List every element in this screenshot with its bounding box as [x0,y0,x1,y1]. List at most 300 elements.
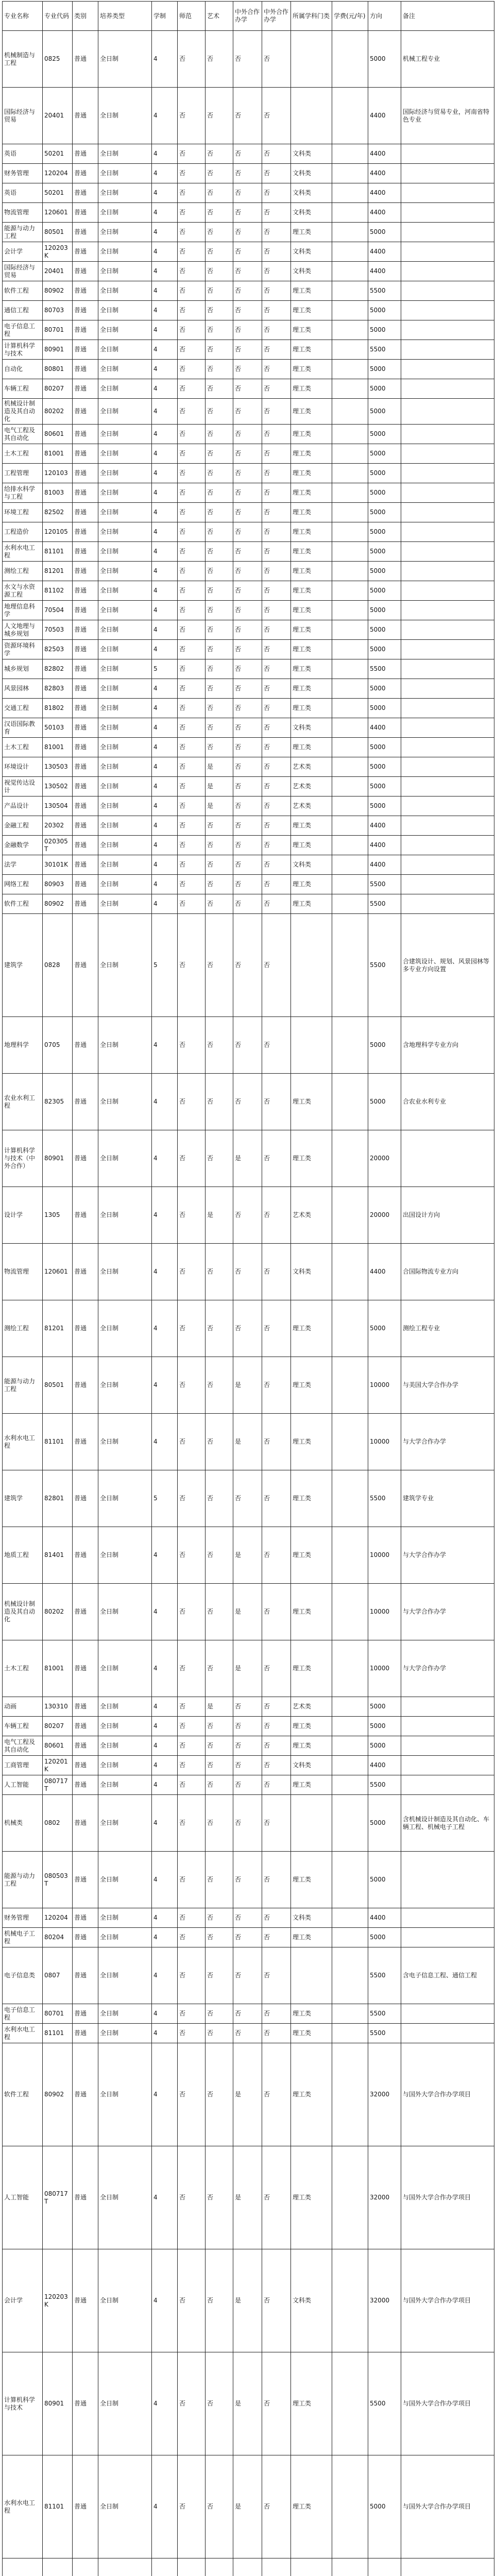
table-cell: 否 [233,379,262,399]
table-cell: 否 [233,301,262,320]
table-row [3,2249,494,2352]
table-cell: 0802 [43,1795,73,1852]
table-cell: 全日制 [98,1852,152,1908]
table-cell: 全日制 [98,144,152,164]
table-row [3,679,494,699]
table-cell [332,1852,368,1908]
table-cell [332,836,368,855]
table-cell: 理工类 [291,620,332,640]
table-cell: 否 [206,144,233,164]
table-cell: 81001 [43,444,73,464]
table-cell [401,301,494,320]
table-cell: 10000 [368,1527,401,1584]
table-cell: 否 [206,301,233,320]
table-cell: 普通 [73,399,98,425]
table-cell: 否 [262,1414,291,1470]
table-cell: 否 [178,2146,206,2249]
table-cell: 否 [233,320,262,340]
table-cell: 5000 [368,360,401,379]
table-cell: 80901 [43,340,73,360]
table-cell: 5000 [368,1928,401,1947]
table-cell: 4 [152,757,178,777]
table-cell: 否 [262,88,291,144]
table-cell: 否 [178,1795,206,1852]
table-cell: 否 [262,31,291,88]
table-cell [332,2558,368,2576]
header-cell: 中外合作办学 [262,2,291,31]
table-cell: 4 [152,1584,178,1640]
table-cell: 130502 [43,777,73,796]
table-cell: 否 [178,1130,206,1187]
table-cell [332,1795,368,1852]
table-cell [401,203,494,223]
table-cell: 理工类 [291,601,332,620]
table-cell: 文科类 [291,1756,332,1775]
table-cell [332,2455,368,2558]
table-cell: 文科类 [291,242,332,262]
table-cell [332,816,368,836]
table-cell: 否 [206,875,233,894]
table-row [3,262,494,281]
table-cell: 水文与水资源工程 [3,581,43,601]
table-cell: 4 [152,640,178,659]
table-cell: 普通 [73,1795,98,1852]
table-cell: 电气工程及其自动化 [3,425,43,444]
table-cell [332,379,368,399]
table-cell: 全日制 [98,2249,152,2352]
table-cell: 工程造价 [3,522,43,542]
table-cell: 普通 [73,31,98,88]
table-cell: 4 [152,1908,178,1928]
table-cell: 全日制 [98,2352,152,2455]
table-row [3,777,494,796]
table-cell: 工程管理 [3,464,43,483]
table-cell: 4 [152,483,178,503]
table-cell: 82802 [43,659,73,679]
table-cell: 81101 [43,2024,73,2043]
table-cell: 普通 [73,777,98,796]
table-row [3,144,494,164]
table-cell: 4 [152,503,178,522]
table-cell: 否 [206,816,233,836]
table-cell: 与大学合作办学 [401,1527,494,1584]
table-cell: 5000 [368,542,401,562]
table-cell: 80902 [43,281,73,301]
table-cell: 4 [152,425,178,444]
table-cell: 否 [178,679,206,699]
table-cell: 全日制 [98,503,152,522]
table-cell [401,522,494,542]
table-cell: 否 [233,144,262,164]
table-cell [401,262,494,281]
table-cell: 合建筑设计、规划、风景园林等多专业方向设置 [401,914,494,1017]
table-cell: 否 [178,699,206,718]
table-cell: 全日制 [98,1947,152,2004]
table-cell: 130504 [43,796,73,816]
table-cell: 否 [233,699,262,718]
table-cell: 艺术类 [291,796,332,816]
table-cell: 否 [206,2043,233,2146]
table-cell: 4 [152,738,178,757]
table-cell: 否 [233,640,262,659]
table-cell: 土木工程 [3,444,43,464]
table-cell: 否 [206,1775,233,1795]
table-cell: 否 [206,281,233,301]
table-cell: 4 [152,31,178,88]
table-cell: 020305T [43,836,73,855]
table-cell: 否 [233,1697,262,1717]
table-cell [401,2024,494,2043]
table-cell: 080717T [43,1775,73,1795]
table-cell: 法学 [3,855,43,875]
table-cell: 5000 [368,522,401,542]
table-cell: 否 [206,659,233,679]
table-cell: 计算机科学与技术 [3,2352,43,2455]
table-cell: 否 [206,164,233,183]
table-cell: 出国设计方向 [401,1187,494,1244]
table-cell: 理工类 [291,2455,332,2558]
table-row [3,640,494,659]
table-cell: 否 [262,444,291,464]
table-cell [401,542,494,562]
table-cell: 4 [152,1017,178,1074]
table-cell: 4 [152,699,178,718]
table-cell: 4 [152,1852,178,1908]
table-cell [332,1017,368,1074]
table-cell: 普通 [73,262,98,281]
table-cell: 文科类 [291,1244,332,1300]
table-cell: 4 [152,1527,178,1584]
table-cell [332,659,368,679]
table-cell: 5000 [368,1795,401,1852]
table-cell: 全日制 [98,399,152,425]
table-cell [332,1244,368,1300]
table-row [3,1187,494,1244]
table-cell [332,679,368,699]
table-cell [332,31,368,88]
table-row [3,738,494,757]
table-cell [332,1074,368,1130]
table-cell: 5000 [368,223,401,242]
table-cell: 否 [233,503,262,522]
table-cell: 艺术类 [291,777,332,796]
table-cell: 机械设计制造及其自动化 [3,1584,43,1640]
table-cell: 全日制 [98,320,152,340]
table-cell: 普通 [73,444,98,464]
table-cell: 81001 [43,738,73,757]
table-cell: 普通 [73,301,98,320]
table-row [3,425,494,444]
table-cell: 全日制 [98,562,152,581]
table-cell: 否 [178,262,206,281]
table-cell: 否 [262,1717,291,1736]
table-cell: 否 [206,2249,233,2352]
table-cell [332,757,368,777]
table-cell: 普通 [73,816,98,836]
table-cell: 普通 [73,1017,98,1074]
table-cell: 理工类 [291,483,332,503]
table-cell: 80701 [43,320,73,340]
table-cell: 否 [206,1640,233,1697]
table-cell: 普通 [73,738,98,757]
table-cell: 120103 [43,464,73,483]
table-cell: 否 [262,2249,291,2352]
table-cell: 与国外大学合作办学项目 [401,2455,494,2558]
table-cell: 否 [262,777,291,796]
table-cell: 81102 [43,581,73,601]
table-cell: 全日制 [98,1357,152,1414]
table-cell: 5000 [368,1736,401,1756]
table-cell: 否 [233,562,262,581]
table-cell: 否 [233,1947,262,2004]
table-cell: 理工类 [291,2043,332,2146]
table-cell: 合国际物流专业方向 [401,1244,494,1300]
table-cell: 80202 [43,1584,73,1640]
table-cell [3,2558,43,2576]
table-row [3,914,494,1017]
table-cell: 4 [152,581,178,601]
table-cell: 4 [152,1357,178,1414]
table-cell: 人工智能 [3,2146,43,2249]
table-cell: 全日制 [98,1244,152,1300]
table-cell: 全日制 [98,620,152,640]
table-row [3,2146,494,2249]
table-cell: 普通 [73,1640,98,1697]
table-cell: 120601 [43,203,73,223]
table-cell: 4 [152,183,178,203]
table-cell: 80501 [43,223,73,242]
table-cell: 理工类 [291,1414,332,1470]
table-cell [401,738,494,757]
table-cell: 否 [178,425,206,444]
table-cell: 理工类 [291,503,332,522]
table-cell: 理工类 [291,1928,332,1947]
table-row [3,164,494,183]
table-cell: 否 [262,855,291,875]
table-cell [262,2558,291,2576]
table-cell: 是 [233,2043,262,2146]
table-cell: 否 [262,1928,291,1947]
table-cell [401,483,494,503]
table-cell: 否 [262,2024,291,2043]
table-cell: 120105 [43,522,73,542]
table-cell: 普通 [73,894,98,914]
table-cell: 否 [178,1756,206,1775]
table-cell: 与国外大学合作办学项目 [401,2352,494,2455]
table-row [3,562,494,581]
table-row [3,1717,494,1736]
table-cell: 5000 [368,1852,401,1908]
table-cell [332,281,368,301]
table-row [3,1414,494,1470]
table-cell [401,379,494,399]
table-cell: 否 [233,914,262,1017]
table-cell: 艺术类 [291,757,332,777]
table-cell: 理工类 [291,542,332,562]
table-cell: 否 [233,340,262,360]
table-cell: 否 [206,340,233,360]
table-cell: 普通 [73,1187,98,1244]
table-header [3,2,494,31]
table-cell: 普通 [73,281,98,301]
table-cell: 普通 [73,1244,98,1300]
table-cell: 80601 [43,425,73,444]
table-cell [291,88,332,144]
table-cell: 否 [206,2352,233,2455]
table-cell: 全日制 [98,796,152,816]
table-cell: 普通 [73,875,98,894]
table-cell: 理工类 [291,444,332,464]
table-cell: 否 [262,914,291,1017]
table-cell: 否 [206,620,233,640]
table-row [3,659,494,679]
table-cell: 全日制 [98,1074,152,1130]
table-cell: 否 [233,1470,262,1527]
table-cell: 否 [206,1130,233,1187]
table-cell: 汉语国际教育 [3,718,43,738]
table-cell: 否 [206,360,233,379]
table-cell: 全日制 [98,2043,152,2146]
table-cell: 普通 [73,1775,98,1795]
table-cell: 否 [178,542,206,562]
table-cell: 4 [152,522,178,542]
table-cell: 5000 [368,581,401,601]
table-cell: 否 [262,1017,291,1074]
table-cell: 产品设计 [3,796,43,816]
table-cell: 全日制 [98,31,152,88]
table-cell: 普通 [73,757,98,777]
table-cell: 与国外大学合作办学项目 [401,2146,494,2249]
table-cell [332,581,368,601]
table-cell: 地理信息科学 [3,601,43,620]
table-cell [401,2004,494,2024]
table-row [3,88,494,144]
table-cell: 否 [233,2004,262,2024]
table-cell: 否 [206,1527,233,1584]
table-row [3,340,494,360]
table-cell: 4400 [368,242,401,262]
table-cell: 否 [262,757,291,777]
table-cell: 否 [262,1074,291,1130]
table-cell: 否 [206,1736,233,1756]
table-cell: 普通 [73,1736,98,1756]
table-cell [401,464,494,483]
table-row [3,464,494,483]
table-row [3,503,494,522]
table-cell: 土木工程 [3,738,43,757]
table-cell [332,242,368,262]
table-cell: 5000 [368,699,401,718]
table-cell: 否 [262,183,291,203]
table-cell: 全日制 [98,1756,152,1775]
table-cell: 否 [262,203,291,223]
table-cell: 普通 [73,88,98,144]
table-cell: 全日制 [98,1697,152,1717]
table-cell [401,144,494,164]
table-cell: 否 [206,1717,233,1736]
table-cell: 否 [178,777,206,796]
table-cell: 全日制 [98,894,152,914]
table-cell: 否 [233,1244,262,1300]
table-cell: 4 [152,1130,178,1187]
table-cell: 否 [233,483,262,503]
table-cell: 5000 [368,320,401,340]
table-cell: 5000 [368,738,401,757]
table-row [3,242,494,262]
table-cell: 普通 [73,1852,98,1908]
table-cell: 4 [152,144,178,164]
table-cell: 普通 [73,522,98,542]
table-row [3,816,494,836]
table-cell: 普通 [73,562,98,581]
table-cell: 全日制 [98,1928,152,1947]
table-cell: 120204 [43,1908,73,1928]
table-cell: 否 [262,2004,291,2024]
table-cell: 理工类 [291,464,332,483]
table-cell: 4400 [368,144,401,164]
table-cell: 80901 [43,2352,73,2455]
table-cell: 5500 [368,894,401,914]
table-cell: 80801 [43,360,73,379]
table-cell: 否 [206,1795,233,1852]
table-cell: 否 [206,1074,233,1130]
table-cell: 20401 [43,88,73,144]
table-cell [291,2558,332,2576]
table-cell: 否 [262,483,291,503]
table-row [3,1130,494,1187]
table-row [3,542,494,562]
table-row [3,796,494,816]
table-cell: 120601 [43,1244,73,1300]
table-cell: 普通 [73,320,98,340]
table-cell: 否 [262,522,291,542]
table-cell: 81003 [43,483,73,503]
table-cell: 4 [152,301,178,320]
table-cell: 4 [152,262,178,281]
major-table [2,1,494,2576]
table-cell: 否 [178,816,206,836]
table-cell: 4 [152,1697,178,1717]
table-cell [401,875,494,894]
table-cell: 普通 [73,679,98,699]
table-cell: 4 [152,164,178,183]
table-cell: 否 [262,1300,291,1357]
table-cell [401,223,494,242]
table-cell [332,360,368,379]
table-row [3,1300,494,1357]
table-cell [401,444,494,464]
table-cell [401,777,494,796]
table-cell: 否 [178,1736,206,1756]
table-cell: 否 [233,542,262,562]
table-cell: 土木工程 [3,1640,43,1697]
table-cell: 机械制造与工程 [3,31,43,88]
table-cell: 否 [233,522,262,542]
table-cell: 5000 [368,1074,401,1130]
table-cell: 全日制 [98,1130,152,1187]
table-cell: 否 [262,281,291,301]
table-cell: 全日制 [98,1414,152,1470]
table-cell: 否 [206,203,233,223]
table-cell: 普通 [73,1300,98,1357]
table-cell: 普通 [73,542,98,562]
table-cell: 理工类 [291,399,332,425]
table-cell: 普通 [73,223,98,242]
table-cell: 否 [233,88,262,144]
table-cell [401,836,494,855]
table-cell: 4 [152,360,178,379]
table-cell: 全日制 [98,379,152,399]
